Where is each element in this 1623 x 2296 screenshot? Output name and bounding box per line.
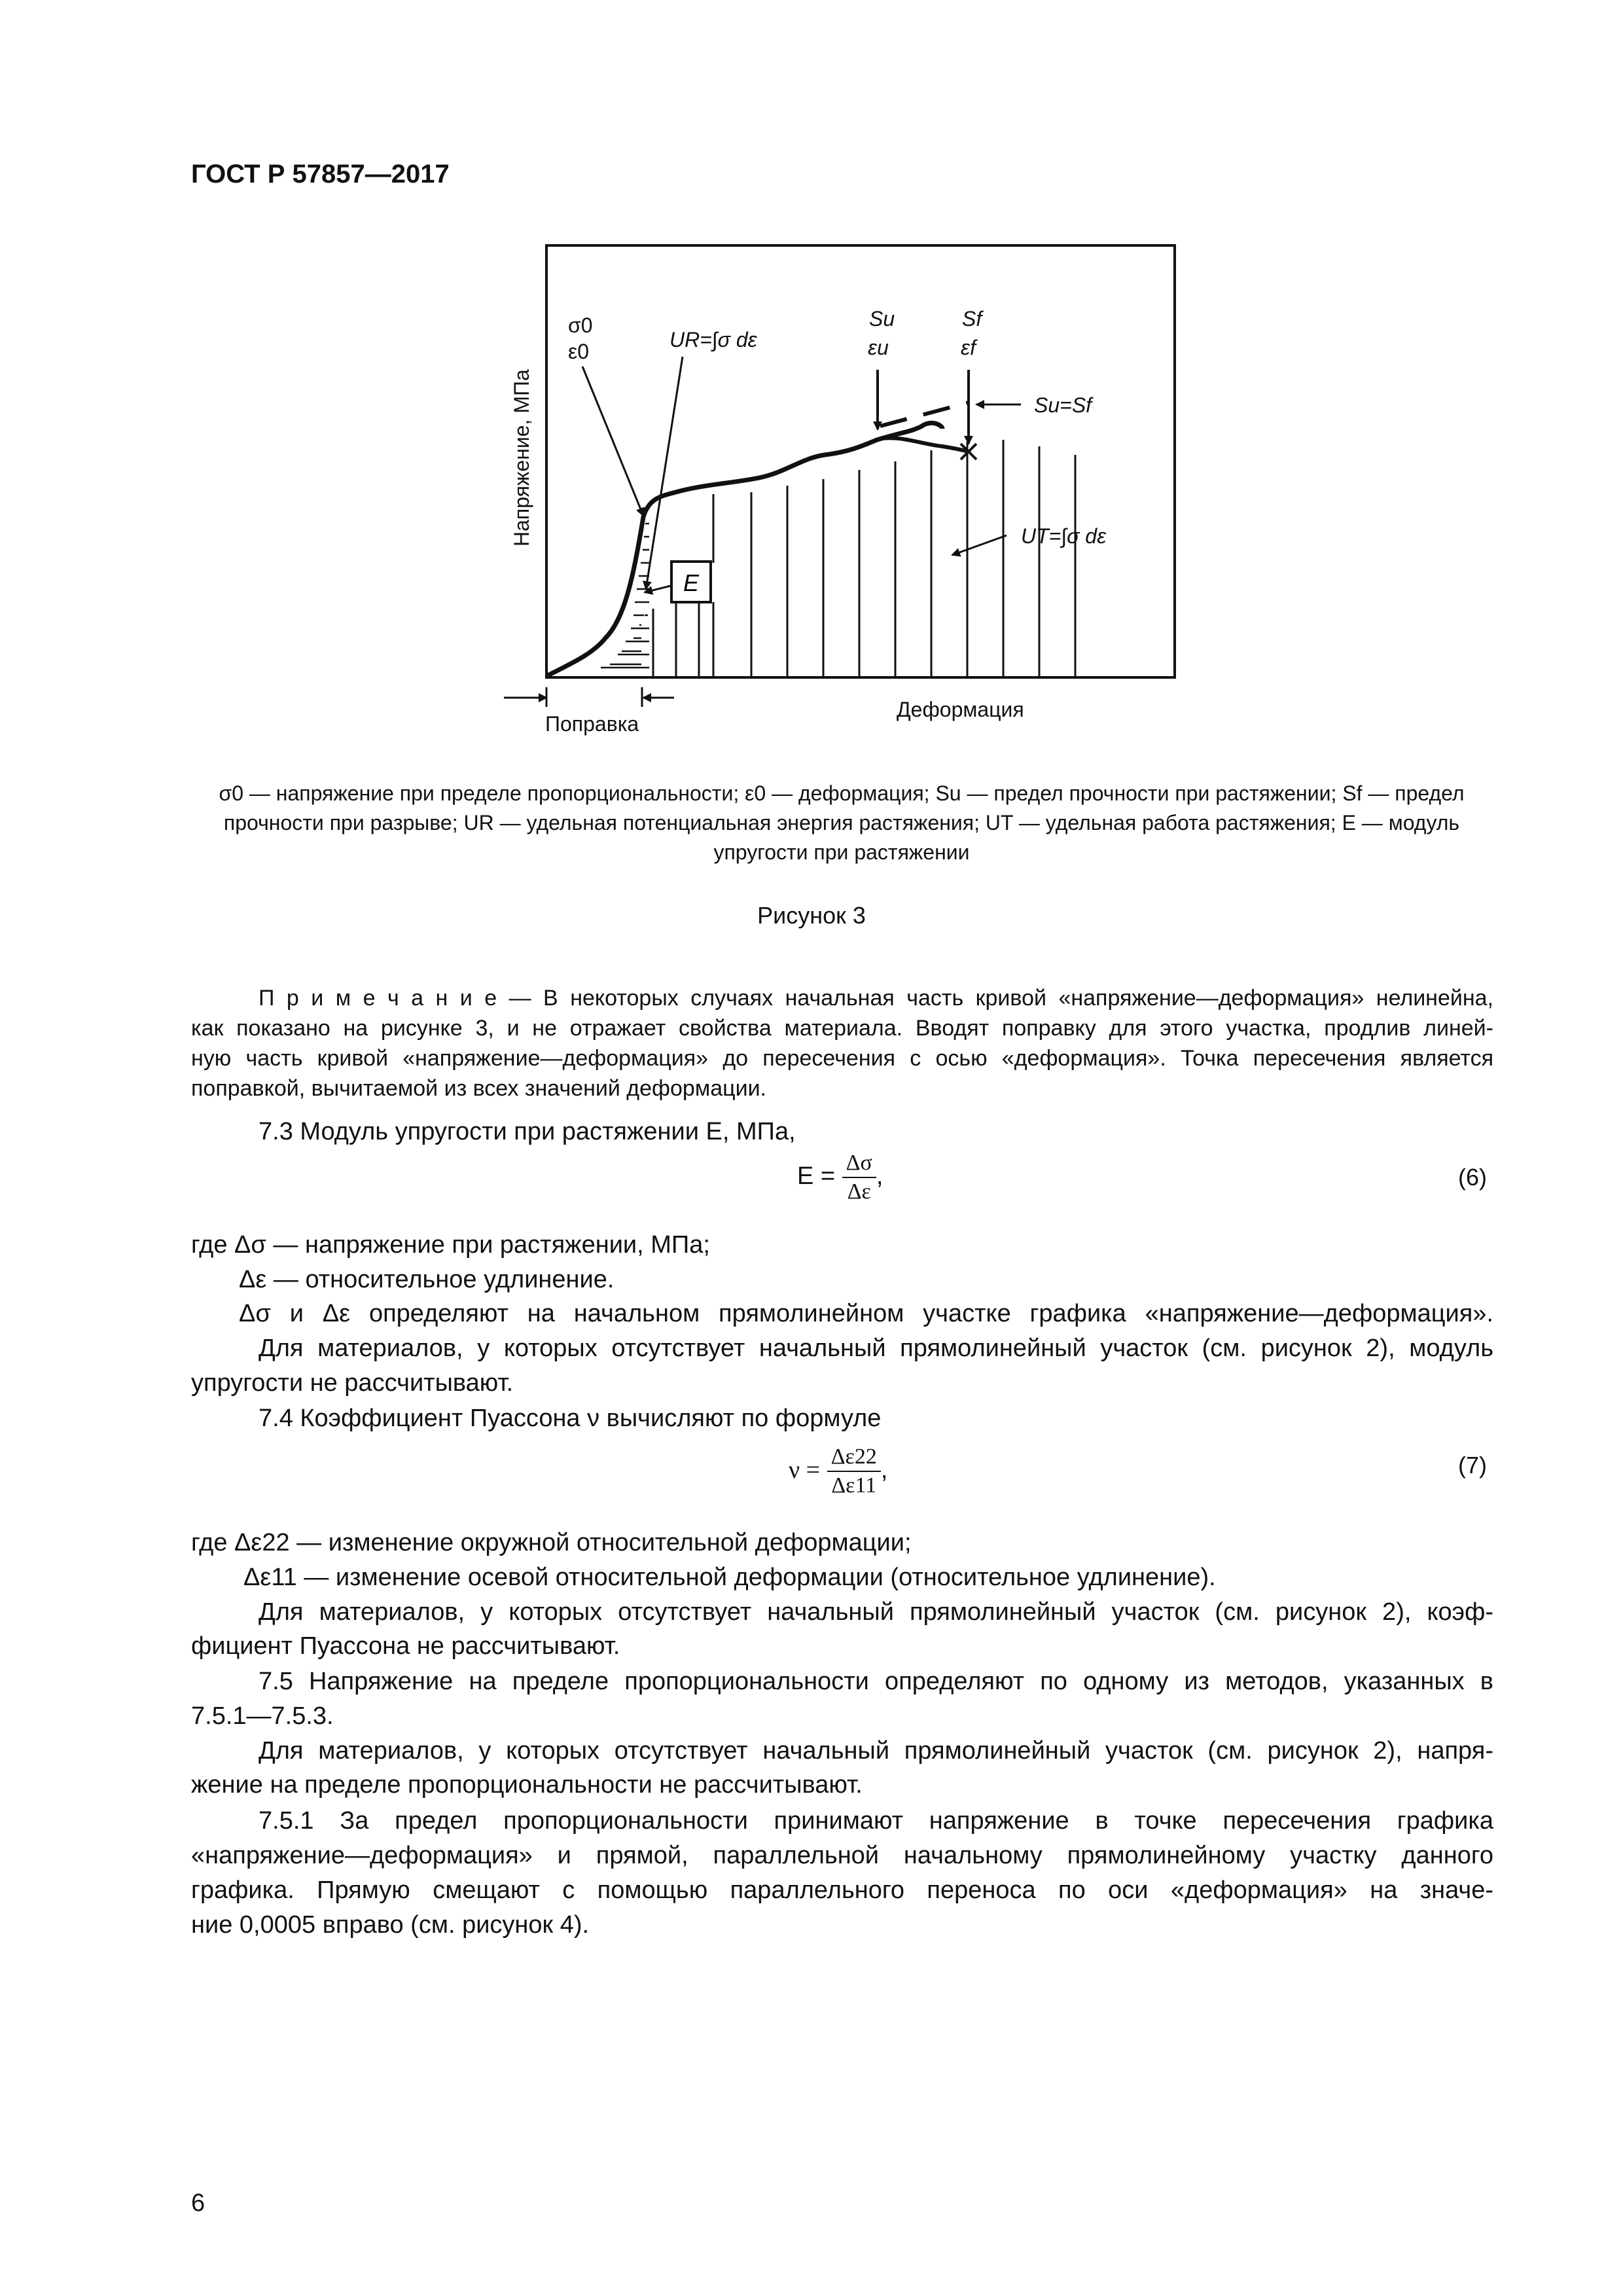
section-7-5-1-line-3: графика. Прямую смещают с помощью параллельного переноса по оси «деформация» на значе-: [191, 1876, 1493, 1904]
caption-line-1: σ0 — напряжение при пределе пропорциональности; ε0 — деформация; Su — предел прочности при растяжении; Sf — предел: [219, 781, 1465, 805]
figure-title: Рисунок 3: [757, 902, 866, 929]
sigma0-label: σ0: [568, 314, 593, 337]
where-7-line-1: где Δε22 — изменение окружной относительной деформации;: [191, 1529, 912, 1556]
section-7-5-line-2: 7.5.1—7.5.3.: [191, 1702, 334, 1730]
note-line-1: П р и м е ч а н и е — В некоторых случаях начальная часть кривой «напряжение—деформация» нелинейна,: [259, 986, 1493, 1011]
formula-7-lhs: ν =: [789, 1456, 821, 1484]
y-axis-label: Напряжение, МПа: [510, 369, 533, 547]
e-box-label: E: [683, 569, 700, 596]
section-7-5-line-1: 7.5 Напряжение на пределе пропорциональности определяют по одному из методов, указанных в: [259, 1668, 1493, 1695]
x-axis-label: Деформация: [897, 698, 1024, 721]
equation-number-7: (7): [1458, 1452, 1487, 1479]
section-7-5-line-4: жение на пределе пропорциональности не рассчитывают.: [191, 1771, 863, 1799]
note-line-4: поправкой, вычитаемой из всех значений деформации.: [191, 1076, 767, 1101]
figure-caption: [191, 779, 1492, 867]
ut-hatching: [653, 440, 1075, 677]
equation-number-6: (6): [1458, 1164, 1487, 1191]
stress-strain-figure: [484, 236, 1217, 759]
where-6-line-4: Для материалов, у которых отсутствует начальный прямолинейный участок (см. рисунок 2), модуль: [259, 1335, 1493, 1362]
sf-label: Sf: [962, 307, 982, 331]
section-7-4: 7.4 Коэффициент Пуассона ν вычисляют по формуле: [259, 1405, 882, 1432]
page-number: 6: [191, 2189, 205, 2217]
curve-tail: [880, 438, 969, 452]
formula-6-tail: ,: [876, 1162, 883, 1191]
where-6-line-3: Δσ и Δε определяют на начальном прямолинейном участке графика «напряжение—деформация».: [239, 1300, 1493, 1327]
formula-6: [797, 1151, 883, 1204]
formula-7-tail: ,: [880, 1456, 888, 1484]
stress-strain-curve: [548, 423, 942, 675]
su-eq-sf-label: Su=Sf: [1034, 393, 1092, 417]
where-6-line-1: где Δσ — напряжение при растяжении, МПа;: [191, 1231, 710, 1259]
eps0-label: ε0: [568, 340, 590, 363]
ur-label: UR=∫σ dε: [669, 328, 757, 351]
where-7-line-4: фициент Пуассона не рассчитывают.: [191, 1632, 620, 1660]
caption-line-3: упругости при растяжении: [713, 840, 970, 864]
caption-line-2: прочности при разрыве; UR — удельная потенциальная энергия растяжения; UT — удельная работа растяжения; E — модуль: [223, 811, 1460, 834]
section-7-5-1-line-2: «напряжение—деформация» и прямой, параллельной начальному прямолинейному участку данного: [191, 1842, 1493, 1869]
sigma0-arrow: [582, 367, 643, 516]
formula-7-den: Δε11: [831, 1473, 877, 1498]
where-7-line-2: Δε11 — изменение осевой относительной деформации (относительное удлинение).: [243, 1564, 1216, 1591]
formula-7: [789, 1444, 887, 1498]
where-6-line-5: упругости не рассчитывают.: [191, 1369, 514, 1397]
where-6-line-2: Δε — относительное удлинение.: [239, 1266, 615, 1293]
ut-label: UT=∫σ dε: [1021, 524, 1107, 548]
formula-6-num: Δσ: [842, 1151, 876, 1178]
plot-frame: [546, 245, 1175, 677]
su-label: Su: [869, 307, 895, 331]
formula-6-den: Δε: [847, 1179, 871, 1204]
note-line-3: ную часть кривой «напряжение—деформация» до пересечения с осью «деформация». Точка пересечения является: [191, 1046, 1493, 1071]
section-7-5-1-line-1: 7.5.1 За предел пропорциональности принимают напряжение в точке пересечения графика: [259, 1807, 1493, 1835]
ur-arrow: [646, 357, 683, 589]
section-7-5-line-3: Для материалов, у которых отсутствует начальный прямолинейный участок (см. рисунок 2), напря-: [259, 1737, 1493, 1765]
section-7-3: 7.3 Модуль упругости при растяжении E, МПа,: [259, 1118, 796, 1145]
eu-label: εu: [868, 336, 889, 359]
formula-7-num: Δε22: [827, 1444, 881, 1472]
document-header: ГОСТ Р 57857—2017: [191, 160, 450, 188]
ef-label: εf: [961, 336, 976, 359]
ut-arrow: [952, 535, 1007, 555]
correction-label: Поправка: [545, 712, 639, 736]
formula-6-lhs: E =: [797, 1162, 836, 1191]
section-7-5-1-line-4: ние 0,0005 вправо (см. рисунок 4).: [191, 1911, 590, 1939]
where-7-line-3: Для материалов, у которых отсутствует начальный прямолинейный участок (см. рисунок 2), коэф-: [259, 1598, 1493, 1626]
note-line-2: как показано на рисунке 3, и не отражает свойства материала. Вводят поправку для этого участка, продлив линей-: [191, 1016, 1493, 1041]
